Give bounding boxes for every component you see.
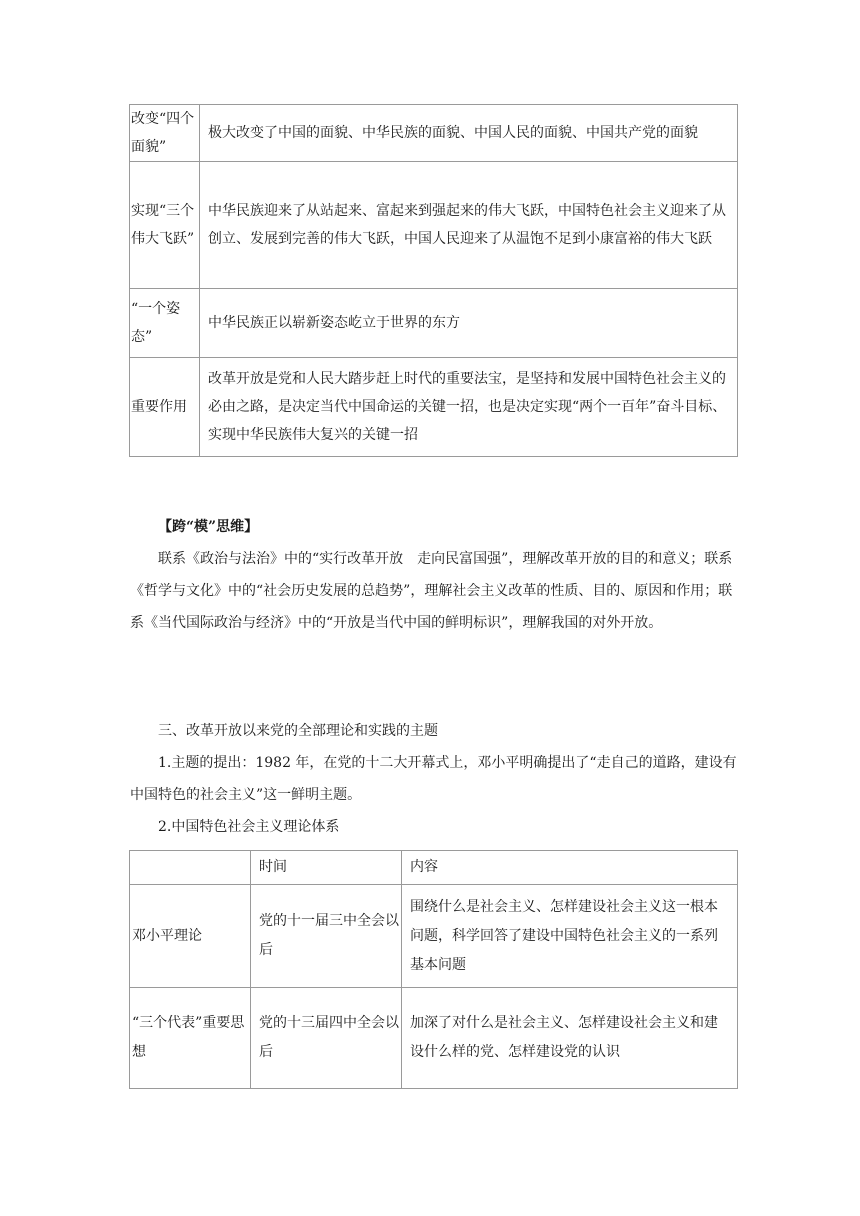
theory-time: 党的十三届四中全会以后 [251, 988, 402, 1089]
theory-name: “三个代表”重要思想 [130, 988, 251, 1089]
row-label: 重要作用 [130, 358, 200, 457]
theme-proposal-paragraph: 1.主题的提出：1982 年，在党的十二大开幕式上，邓小平明确提出了“走自己的道路，建设有中国特色的社会主义”这一鲜明主题。 [130, 755, 737, 803]
table-row [130, 358, 738, 457]
theory-system-table [129, 850, 738, 1089]
theory-system-label: 2.中国特色社会主义理论体系 [158, 819, 340, 835]
row-label: “一个姿态” [130, 289, 200, 358]
table-row [130, 988, 738, 1089]
row-content: 改革开放是党和人民大踏步赶上时代的重要法宝，是坚持和发展中国特色社会主义的必由之路，是决定当代中国命运的关键一招，也是决定实现“两个一百年”奋斗目标、实现中华民族伟大复兴的关键一招 [200, 358, 738, 457]
header-time: 时间 [251, 851, 402, 885]
table-header-row [130, 851, 738, 885]
cross-module-paragraph: 联系《政治与法治》中的“实行改革开放 走向民富国强”，理解改革开放的目的和意义；联系《哲学与文化》中的“社会历史发展的总趋势”，理解社会主义改革的性质、目的、原因和作用；联系《当代国际政治与经济》中的“开放是当代中国的鲜明标识”，理解我国的对外开放。 [130, 551, 733, 631]
theory-content: 加深了对什么是社会主义、怎样建设社会主义和建设什么样的党、怎样建设党的认识 [402, 988, 738, 1089]
table-row [130, 105, 738, 162]
section-three [130, 715, 738, 843]
header-content: 内容 [402, 851, 738, 885]
row-label: 改变“四个面貌” [130, 105, 200, 162]
row-content: 极大改变了中国的面貌、中华民族的面貌、中国人民的面貌、中国共产党的面貌 [200, 105, 738, 162]
table-row [130, 289, 738, 358]
theory-content: 围绕什么是社会主义、怎样建设社会主义这一根本问题，科学回答了建设中国特色社会主义的一系列基本问题 [402, 885, 738, 988]
theory-name: 邓小平理论 [130, 885, 251, 988]
table-row [130, 885, 738, 988]
section-heading: 三、改革开放以来党的全部理论和实践的主题 [158, 723, 438, 739]
row-content: 中华民族迎来了从站起来、富起来到强起来的伟大飞跃，中国特色社会主义迎来了从创立、发展到完善的伟大飞跃，中国人民迎来了从温饱不足到小康富裕的伟大飞跃 [200, 162, 738, 289]
row-label: 实现“三个伟大飞跃” [130, 162, 200, 289]
header-empty [130, 851, 251, 885]
cross-module-section [130, 511, 738, 639]
cross-module-heading: 【跨“模”思维】 [158, 519, 259, 535]
row-content: 中华民族正以崭新姿态屹立于世界的东方 [200, 289, 738, 358]
achievement-table [129, 104, 738, 457]
theory-time: 党的十一届三中全会以后 [251, 885, 402, 988]
table-row [130, 162, 738, 289]
